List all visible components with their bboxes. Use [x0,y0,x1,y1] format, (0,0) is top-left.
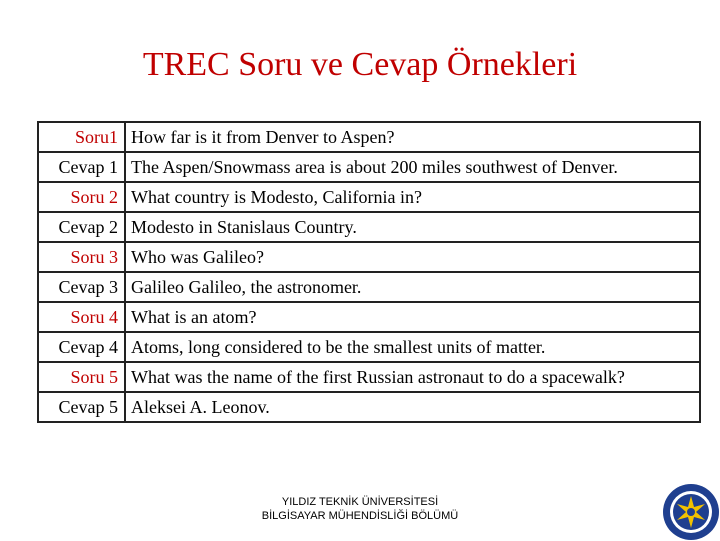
answer-text: Galileo Galileo, the astronomer. [125,272,700,302]
question-text: What is an atom? [125,302,700,332]
answer-text: The Aspen/Snowmass area is about 200 miles southwest of Denver. [125,152,700,182]
table-row [38,302,700,332]
answer-label: Cevap 3 [38,272,125,302]
answer-text: Aleksei A. Leonov. [125,392,700,422]
table-row [38,362,700,392]
qa-table [37,121,701,423]
table-row [38,182,700,212]
answer-text: Modesto in Stanislaus Country. [125,212,700,242]
table-row [38,122,700,152]
question-label: Soru 4 [38,302,125,332]
answer-text: Atoms, long considered to be the smallest units of matter. [125,332,700,362]
question-text: What country is Modesto, California in? [125,182,700,212]
table-row [38,392,700,422]
answer-label: Cevap 4 [38,332,125,362]
question-text: What was the name of the first Russian astronaut to do a spacewalk? [125,362,700,392]
question-label: Soru1 [38,122,125,152]
answer-label: Cevap 5 [38,392,125,422]
table-row [38,272,700,302]
table-row [38,212,700,242]
table-row [38,242,700,272]
page-title: TREC Soru ve Cevap Örnekleri [142,46,578,83]
answer-label: Cevap 2 [38,212,125,242]
question-text: Who was Galileo? [125,242,700,272]
table-row [38,152,700,182]
footer [200,495,520,523]
answer-label: Cevap 1 [38,152,125,182]
question-label: Soru 3 [38,242,125,272]
question-text: How far is it from Denver to Aspen? [125,122,700,152]
university-seal-icon [662,483,720,541]
question-label: Soru 2 [38,182,125,212]
footer-university: YILDIZ TEKNİK ÜNİVERSİTESİ [281,496,439,508]
table-row [38,332,700,362]
footer-department: BİLGİSAYAR MÜHENDİSLİĞİ BÖLÜMÜ [261,510,459,522]
question-label: Soru 5 [38,362,125,392]
